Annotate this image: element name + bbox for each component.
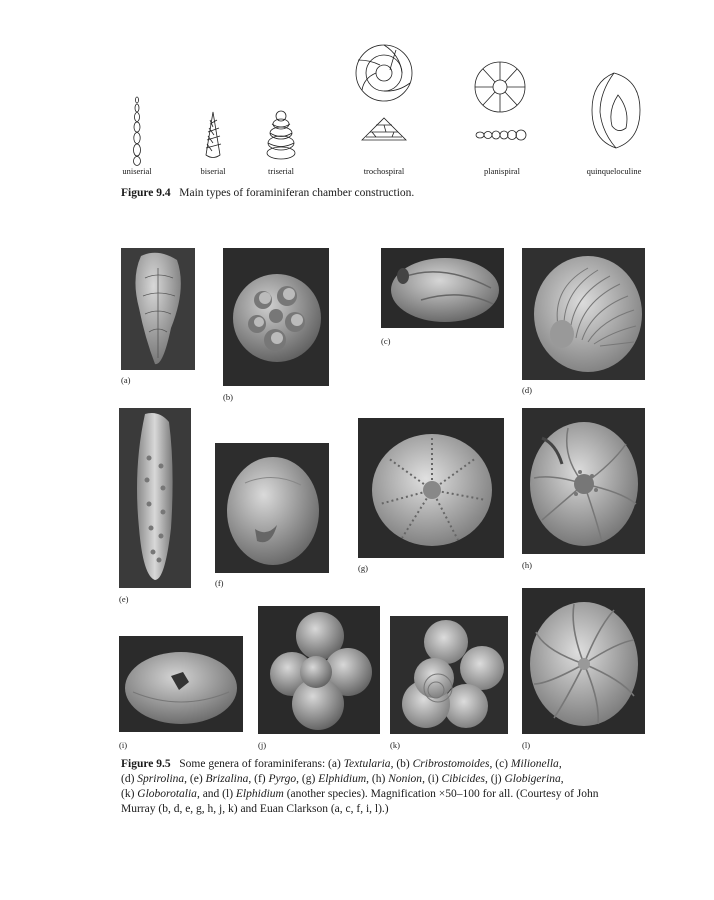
label-h: (h)	[522, 560, 532, 570]
trochospiral-label: trochospiral	[363, 166, 405, 176]
photo-l-elphidium-species	[522, 588, 645, 734]
photo-b-cribrostomoides	[223, 248, 329, 386]
triserial-label: triserial	[268, 166, 294, 176]
label-l: (l)	[522, 740, 531, 750]
label-i: (i)	[119, 740, 128, 750]
photo-k-globorotalia	[390, 616, 508, 734]
quinqueloculine-diagram	[592, 73, 640, 148]
label-c: (c)	[381, 336, 391, 346]
label-e: (e)	[119, 594, 129, 604]
photo-h-nonion	[522, 408, 645, 554]
uniserial-diagram	[134, 97, 141, 166]
figure-9-4-caption	[121, 186, 414, 201]
genus-h: Nonion	[388, 773, 423, 785]
photo-g-elphidium	[358, 418, 504, 558]
genus-c: Milionella	[510, 758, 559, 770]
genus-i: Cibicides	[441, 773, 485, 785]
genus-a: Textularia	[343, 758, 391, 770]
trochospiral-diagram	[356, 45, 412, 140]
genus-f: Pyrgo	[268, 773, 297, 785]
label-f: (f)	[215, 578, 224, 588]
photo-f-pyrgo	[215, 443, 329, 573]
label-g: (g)	[358, 563, 368, 573]
label-j: (j)	[258, 740, 267, 750]
planispiral-diagram	[475, 62, 526, 140]
photo-e-brizalina	[119, 408, 191, 588]
figure-9-4-diagram	[0, 0, 714, 210]
figure-9-5-number: Figure 9.5	[121, 758, 171, 770]
label-d: (d)	[522, 385, 532, 395]
photo-a-textularia	[121, 248, 195, 370]
biserial-diagram	[206, 112, 221, 158]
figure-9-5-caption: Figure 9.5 Some genera of foraminiferans: (a) Textularia, (b) Cribrostomoides, (c) Milionella, (d) Sprirolina, (e) Brizalina, (f) Pyrgo, (g) Elphidium, (h) Nonion, (i) Cibicides, (j) Globigerina, (k) Globorotalia, and (l) Elphidium (another species). Magnification ×50–100 for all. (Courtesy of John Murray (b, d, e, g, h, j, k) and Euan Clarkson (a, c, f, i, l).)	[121, 758, 599, 815]
figure-9-5-credit: Murray (b, d, e, g, h, j, k) and Euan Clarkson (a, c, f, i, l).)	[121, 803, 389, 815]
quinqueloculine-label: quinqueloculine	[586, 166, 642, 176]
genus-k: Globorotalia	[137, 788, 197, 800]
figure-9-4-number: Figure 9.4	[121, 187, 171, 199]
label-a: (a)	[121, 375, 131, 385]
biserial-label: biserial	[200, 166, 226, 176]
label-b: (b)	[223, 392, 233, 402]
photo-c-milionella	[381, 248, 504, 328]
planispiral-label: planispiral	[484, 166, 520, 176]
genus-g: Elphidium	[318, 773, 367, 785]
genus-d: Sprirolina	[137, 773, 185, 785]
photo-j-globigerina	[258, 606, 380, 734]
genus-l: Elphidium	[235, 788, 284, 800]
genus-e: Brizalina	[205, 773, 249, 785]
genus-j: Globigerina	[504, 773, 561, 785]
triserial-diagram	[267, 111, 295, 159]
genus-b: Cribrostomoides	[412, 758, 490, 770]
figure-9-4-caption-text: Main types of foraminiferan chamber construction.	[179, 187, 415, 199]
uniserial-label: uniserial	[122, 166, 152, 176]
photo-i-cibicides	[119, 636, 243, 732]
photo-d-sprirolina	[522, 248, 645, 380]
label-k: (k)	[390, 740, 400, 750]
